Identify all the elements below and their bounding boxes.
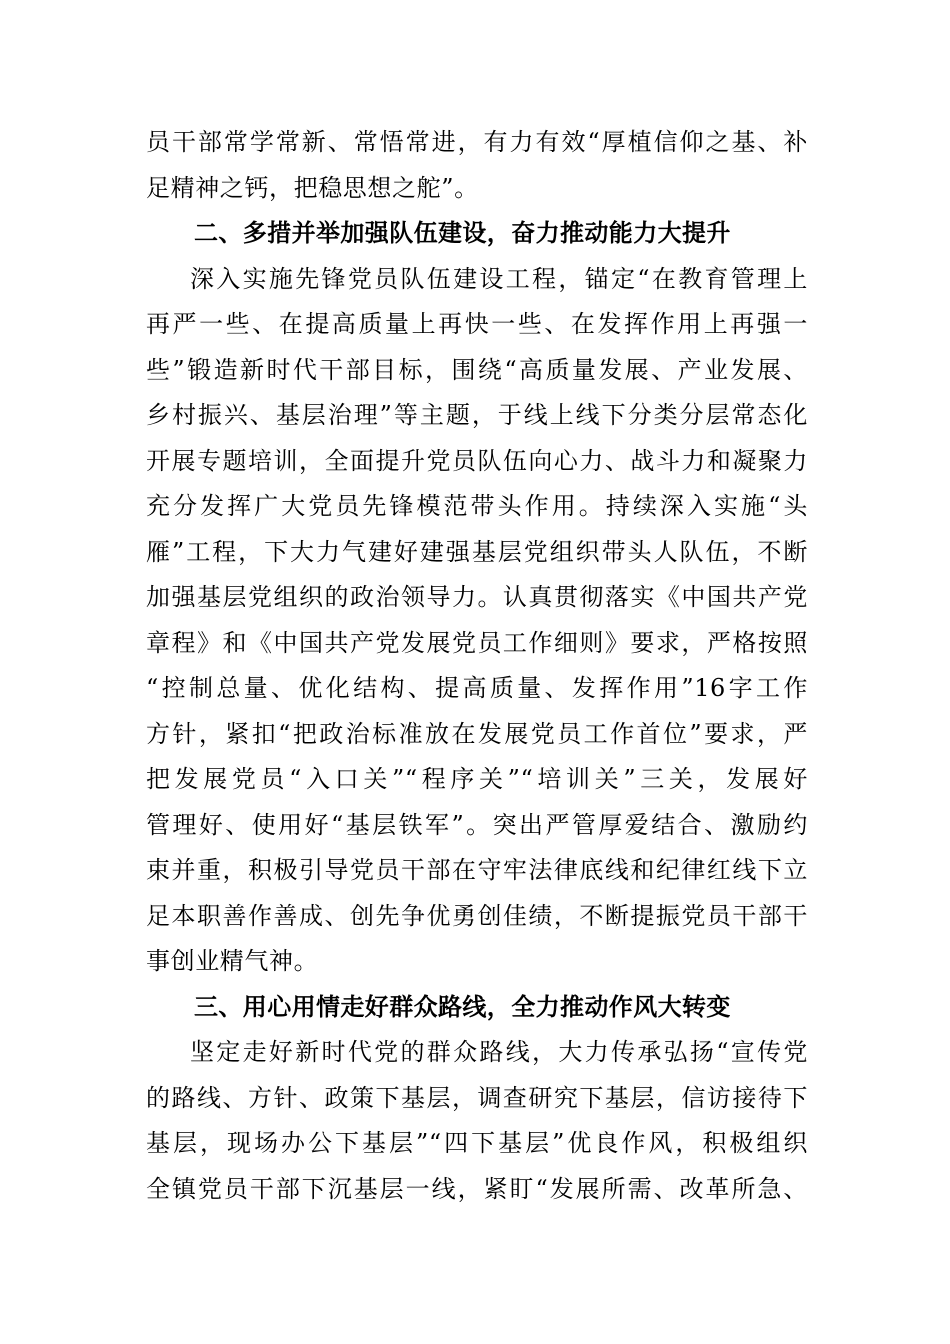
document-page xyxy=(146,120,808,1212)
text-line: 开展专题培训，全面提升党员队伍向心力、战斗力和凝聚力 xyxy=(146,446,808,475)
text-line: 束并重，积极引导党员干部在守牢法律底线和纪律红线下立 xyxy=(146,856,808,884)
text-line: 事创业精气神。 xyxy=(146,947,319,975)
section-2-paragraph xyxy=(146,257,808,985)
text-line: 足精神之钙，把稳思想之舵”。 xyxy=(146,173,479,202)
text-line: 乡村振兴、基层治理”等主题，于线上线下分类分层常态化 xyxy=(146,401,808,429)
text-line: 再严一些、在提高质量上再快一些、在发挥作用上再强一 xyxy=(146,310,808,338)
text-line: 基层，现场办公下基层”“四下基层”优良作风，积极组织 xyxy=(146,1129,808,1157)
section-3-paragraph xyxy=(146,1030,808,1212)
text-line: 全镇党员干部下沉基层一线，紧盯“发展所需、改革所急、 xyxy=(146,1174,808,1203)
text-line: 充分发挥广大党员先锋模范带头作用。持续深入实施“头 xyxy=(146,492,808,520)
text-line: 把发展党员“入口关”“程序关”“培训关”三关，发展好 xyxy=(146,765,808,793)
text-line: 的路线、方针、政策下基层，调查研究下基层，信访接待下 xyxy=(146,1083,808,1112)
text-line: 深入实施先锋党员队伍建设工程，锚定“在教育管理上 xyxy=(190,264,808,293)
text-line: 章程》和《中国共产党发展党员工作细则》要求，严格按照 xyxy=(146,628,808,657)
text-line: 管理好、使用好“基层铁军”。突出严管厚爱结合、激励约 xyxy=(146,810,808,839)
text-line: 些”锻造新时代干部目标，围绕“高质量发展、产业发展、 xyxy=(146,355,808,384)
text-line: “控制总量、优化结构、提高质量、发挥作用”16字工作 xyxy=(146,674,808,702)
text-line: 方针，紧扣“把政治标准放在发展党员工作首位”要求，严 xyxy=(146,719,808,748)
text-line: 雁”工程，下大力气建好建强基层党组织带头人队伍，不断 xyxy=(146,537,808,566)
section-heading-2: 二、多措并举加强队伍建设，奋力推动能力大提升 xyxy=(194,219,731,247)
section-heading-3: 三、用心用情走好群众路线，全力推动作风大转变 xyxy=(194,992,731,1021)
paragraph-continuation xyxy=(146,120,808,211)
text-line: 员干部常学常新、常悟常进，有力有效“厚植信仰之基、补 xyxy=(146,128,808,156)
text-line: 坚定走好新时代党的群众路线，大力传承弘扬“宣传党 xyxy=(190,1038,808,1066)
text-line: 加强基层党组织的政治领导力。认真贯彻落实《中国共产党 xyxy=(146,583,808,611)
text-line: 足本职善作善成、创先争优勇创佳绩，不断提振党员干部干 xyxy=(146,901,808,930)
